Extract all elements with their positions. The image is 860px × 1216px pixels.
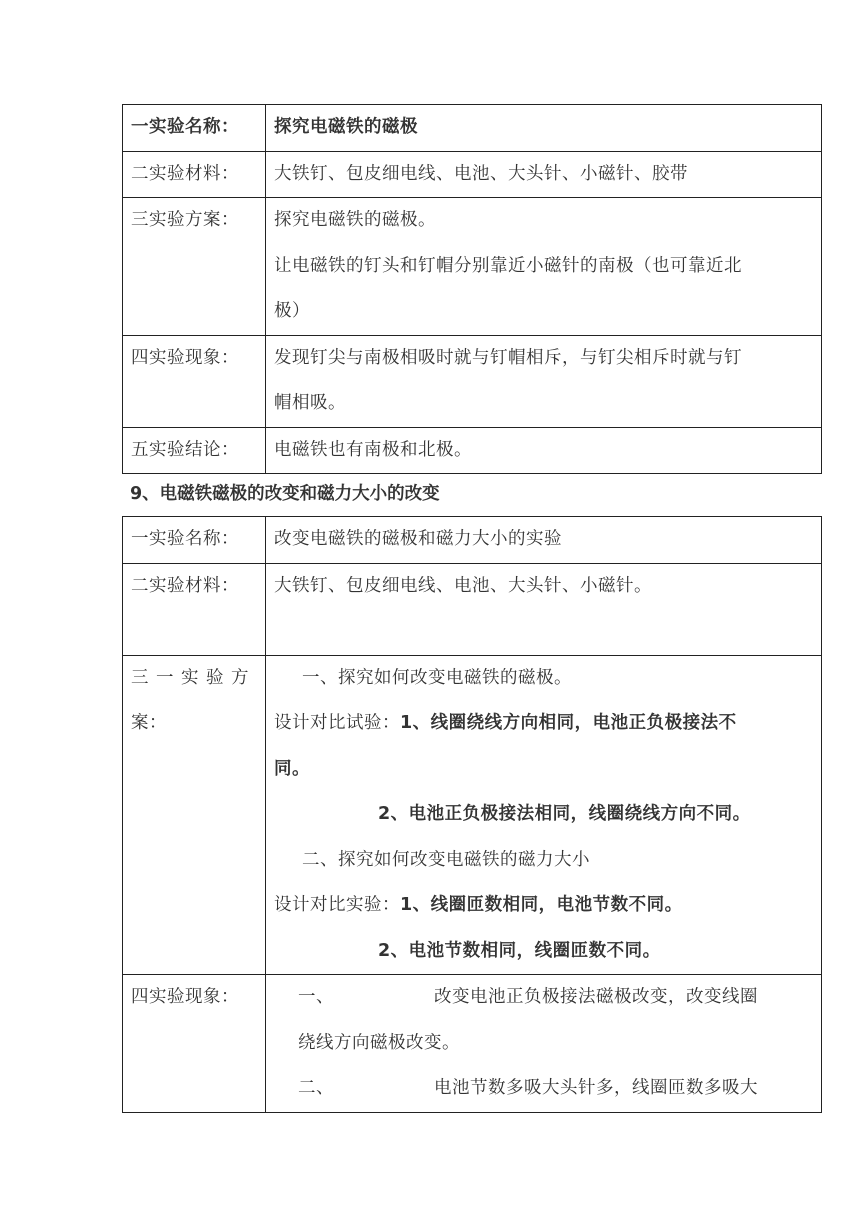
row-label: 一实验名称： [123, 105, 266, 152]
table-row [123, 655, 822, 975]
table-row [123, 151, 822, 198]
experiment-table-2 [122, 516, 822, 1113]
row-label: 一实验名称： [123, 517, 266, 564]
row-label: 三一实验方 案： [123, 655, 266, 975]
row-value: 一、探究如何改变电磁铁的磁极。 设计对比试验：1、线圈绕线方向相同，电池正负极接法不 同。 2、电池正负极接法相同，线圈绕线方向不同。 二、探究如何改变电磁铁的磁力大小 设计对比实验：1、线圈匝数相同，电池节数不同。 2、电池节数相同，线圈匝数不同。 [266, 655, 822, 975]
row-label: 二实验材料： [123, 151, 266, 198]
table-row [123, 335, 822, 427]
row-label: 二实验材料： [123, 563, 266, 655]
table-row [123, 975, 822, 1113]
row-value: 电磁铁也有南极和北极。 [266, 427, 822, 474]
section-heading: 9、电磁铁磁极的改变和磁力大小的改变 [130, 484, 440, 504]
row-value: 大铁钉、包皮细电线、电池、大头针、小磁针。 [266, 563, 822, 655]
table-row [123, 198, 822, 336]
table-row [123, 105, 822, 152]
table-row [123, 517, 822, 564]
row-label: 三实验方案： [123, 198, 266, 336]
row-value: 大铁钉、包皮细电线、电池、大头针、小磁针、胶带 [266, 151, 822, 198]
row-value: 发现钉尖与南极相吸时就与钉帽相斥，与钉尖相斥时就与钉 帽相吸。 [266, 335, 822, 427]
table-row [123, 563, 822, 655]
row-label: 四实验现象： [123, 335, 266, 427]
row-label: 五实验结论： [123, 427, 266, 474]
row-value: 一、 改变电池正负极接法磁极改变，改变线圈 绕线方向磁极改变。 二、 电池节数多吸大头针多，线圈匝数多吸大 [266, 975, 822, 1113]
row-value: 改变电磁铁的磁极和磁力大小的实验 [266, 517, 822, 564]
row-value: 探究电磁铁的磁极。 让电磁铁的钉头和钉帽分别靠近小磁针的南极（也可靠近北 极） [266, 198, 822, 336]
experiment-table-1 [122, 104, 822, 474]
row-value: 探究电磁铁的磁极 [266, 105, 822, 152]
table-row [123, 427, 822, 474]
row-label: 四实验现象： [123, 975, 266, 1113]
